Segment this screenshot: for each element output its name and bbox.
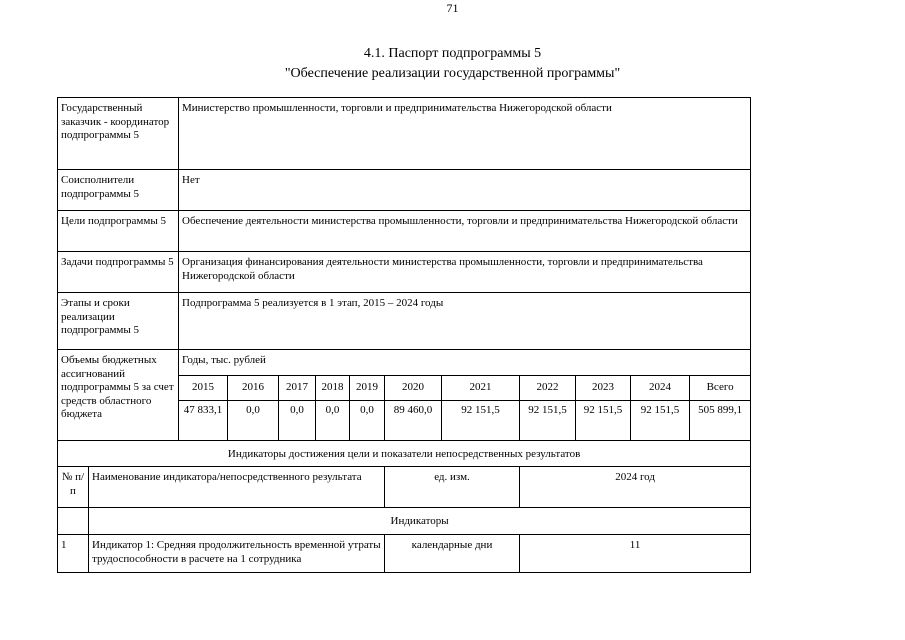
tasks-label: Задачи подпрограммы 5 xyxy=(58,252,179,293)
indicators-section-row xyxy=(58,441,751,467)
budget-value: 0,0 xyxy=(228,401,279,441)
indicators-group-row xyxy=(58,508,751,535)
budget-value: 92 151,5 xyxy=(442,401,520,441)
indicator-unit: календарные дни xyxy=(385,535,520,573)
budget-value-total: 505 899,1 xyxy=(690,401,751,441)
coexecutors-label: Соисполнители подпрограммы 5 xyxy=(58,170,179,211)
budget-units-row xyxy=(58,350,751,376)
empty-cell xyxy=(58,508,89,535)
goals-value: Обеспечение деятельности министерства промышленности, торговли и предпринимательства Нижегородской области xyxy=(179,211,751,252)
budget-year: 2024 xyxy=(631,376,690,401)
budget-year: 2021 xyxy=(442,376,520,401)
page-subtitle: "Обеспечение реализации государственной программы" xyxy=(284,66,621,81)
passport-row-tasks xyxy=(58,252,751,293)
budget-label: Объемы бюджетных ассигнований подпрограммы 5 за счет средств областного бюджета xyxy=(58,350,179,441)
passport-row-coexecutors xyxy=(58,170,751,211)
col-num-header: № п/п xyxy=(58,467,89,508)
indicators-section-title: Индикаторы достижения цели и показатели непосредственных результатов xyxy=(58,441,751,467)
budget-value: 92 151,5 xyxy=(520,401,576,441)
indicators-group-title: Индикаторы xyxy=(89,508,751,535)
budget-year: 2015 xyxy=(179,376,228,401)
budget-value: 0,0 xyxy=(350,401,385,441)
passport-row-stages xyxy=(58,293,751,350)
indicator-row xyxy=(58,535,751,573)
passport-table xyxy=(57,97,751,573)
budget-value: 92 151,5 xyxy=(631,401,690,441)
stages-value: Подпрограмма 5 реализуется в 1 этап, 2015 – 2024 годы xyxy=(179,293,751,350)
budget-year-total: Всего xyxy=(690,376,751,401)
indicator-num: 1 xyxy=(58,535,89,573)
budget-year: 2017 xyxy=(279,376,316,401)
budget-year: 2018 xyxy=(316,376,350,401)
goals-label: Цели подпрограммы 5 xyxy=(58,211,179,252)
indicator-value: 11 xyxy=(520,535,751,573)
budget-value: 0,0 xyxy=(279,401,316,441)
stages-label: Этапы и сроки реализации подпрограммы 5 xyxy=(58,293,179,350)
col-name-header: Наименование индикатора/непосредственного результата xyxy=(89,467,385,508)
coexecutors-value: Нет xyxy=(179,170,751,211)
budget-year: 2019 xyxy=(350,376,385,401)
passport-row-customer xyxy=(58,98,751,170)
budget-value: 89 460,0 xyxy=(385,401,442,441)
budget-year: 2016 xyxy=(228,376,279,401)
col-year-header: 2024 год xyxy=(520,467,751,508)
customer-value: Министерство промышленности, торговли и предпринимательства Нижегородской области xyxy=(179,98,751,170)
budget-year: 2020 xyxy=(385,376,442,401)
budget-value: 47 833,1 xyxy=(179,401,228,441)
budget-value: 0,0 xyxy=(316,401,350,441)
budget-units: Годы, тыс. рублей xyxy=(179,350,751,376)
tasks-value: Организация финансирования деятельности министерства промышленности, торговли и предпринимательства Нижегородской области xyxy=(179,252,751,293)
page-title: 4.1. Паспорт подпрограммы 5 xyxy=(363,46,542,61)
passport-row-goals xyxy=(58,211,751,252)
indicators-header-row xyxy=(58,467,751,508)
page-number: 71 xyxy=(446,1,459,15)
col-unit-header: ед. изм. xyxy=(385,467,520,508)
budget-value: 92 151,5 xyxy=(576,401,631,441)
indicator-name: Индикатор 1: Средняя продолжительность временной утраты трудоспособности в расчете на 1 сотрудника xyxy=(89,535,385,573)
customer-label: Государственный заказчик - координатор подпрограммы 5 xyxy=(58,98,179,170)
budget-year: 2022 xyxy=(520,376,576,401)
budget-year: 2023 xyxy=(576,376,631,401)
